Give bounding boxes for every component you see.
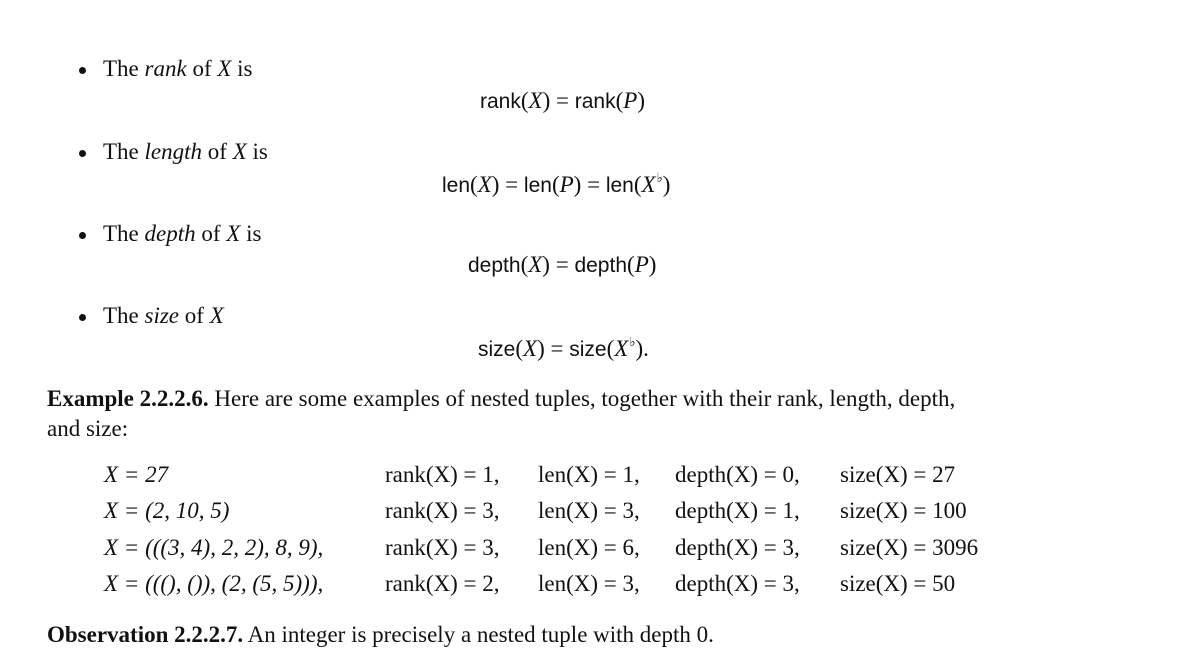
table-cell-depth: depth(X) = 3, [675,535,800,560]
formula-arg: X [614,336,629,361]
flat-superscript: ♭ [629,334,636,349]
example-text: and size: [47,416,129,441]
table-cell-rank: rank(X) = 3, [385,498,500,523]
formula-arg: X [641,172,656,197]
formula-arg: X [523,336,538,361]
example-text: Here are some examples of nested tuples, together with their rank, length, depth, [208,386,956,411]
bullet-length-line [103,139,268,165]
formula-eq: = [544,336,570,361]
table-cell-size: size(X) = 27 [840,462,956,487]
table-cell-rank: rank(X) = 2, [385,571,500,596]
bullet-term: size [144,303,180,328]
bullet-suffix: of [195,221,227,246]
bullet-var: X [217,56,232,81]
bullet-term: depth [144,221,196,246]
bullet-prefix: The [103,221,145,246]
table-cell-len: len(X) = 6, [538,535,640,560]
flat-superscript: ♭ [656,170,663,185]
bullet-rank-line [103,56,253,82]
bullet-suffix: of [179,303,210,328]
formula-arg: X [528,88,543,113]
bullet-term: rank [144,56,187,81]
formula-arg: X [528,252,543,277]
table-cell-len: len(X) = 3, [538,571,640,596]
bullet-term: length [144,139,203,164]
bullet-var: X [226,221,241,246]
formula-depth: depth(X) = depth(P) [468,252,657,277]
formula-length: len(X) = len(P) = len(X♭) [442,170,671,197]
table-cell-size: size(X) = 3096 [840,535,979,560]
formula-fn: len [605,174,634,197]
formula-fn: depth [468,254,521,277]
formula-fn: len [523,174,552,197]
bullet-suffix: of [186,56,218,81]
bullet-suffix: of [202,139,233,164]
table-cell-x: X = (2, 10, 5) [104,498,230,523]
formula-arg: P [634,252,649,277]
bullet-depth-line [103,221,261,247]
table-cell-x: X = (((3, 4), 2, 2), 8, 9), [104,535,324,560]
example-paragraph [47,384,955,414]
observation-text: An integer is precisely a nested tuple with depth 0. [243,622,714,647]
formula-fn: rank [480,90,521,113]
table-cell-len: len(X) = 3, [538,498,640,523]
formula-fn: rank [574,90,616,113]
observation-label: Observation 2.2.2.7. [47,622,244,647]
table-cell-x: X = 27 [104,462,169,487]
bullet-size-line [103,303,224,329]
bullet-end: is [231,56,253,81]
formula-fn: size [478,338,516,361]
formula-fn: depth [574,254,628,277]
bullet-var: X [232,139,247,164]
table-cell-size: size(X) = 50 [840,571,956,596]
bullet-dot [79,314,86,321]
formula-rank: rank(X) = rank(P) [480,88,646,113]
table-cell-len: len(X) = 1, [538,462,640,487]
bullet-end: is [246,139,268,164]
formula-period: . [643,336,649,361]
formula-arg: X [477,172,492,197]
formula-eq: = [549,252,575,277]
bullet-var: X [209,303,224,328]
table-cell-size: size(X) = 100 [840,498,967,523]
table-cell-depth: depth(X) = 1, [675,498,800,523]
formula-arg: P [559,172,574,197]
table-cell-rank: rank(X) = 3, [385,535,500,560]
formula-fn: len [442,174,471,197]
bullet-prefix: The [103,56,145,81]
formula-eq: = [550,88,575,113]
bullet-prefix: The [103,139,145,164]
bullet-end: is [240,221,262,246]
observation-paragraph [47,620,714,650]
formula-fn: size [569,338,607,361]
bullet-dot [79,150,86,157]
table-cell-depth: depth(X) = 3, [675,571,800,596]
formula-size: size(X) = size(X♭). [478,334,649,361]
bullet-prefix: The [103,303,145,328]
table-cell-depth: depth(X) = 0, [675,462,800,487]
table-cell-x: X = (((), ()), (2, (5, 5))), [104,571,324,596]
bullet-dot [79,67,86,74]
example-label: Example 2.2.2.6. [47,386,209,411]
example-paragraph-cont [47,414,128,444]
formula-arg: P [623,88,638,113]
bullet-dot [79,232,86,239]
table-cell-rank: rank(X) = 1, [385,462,500,487]
